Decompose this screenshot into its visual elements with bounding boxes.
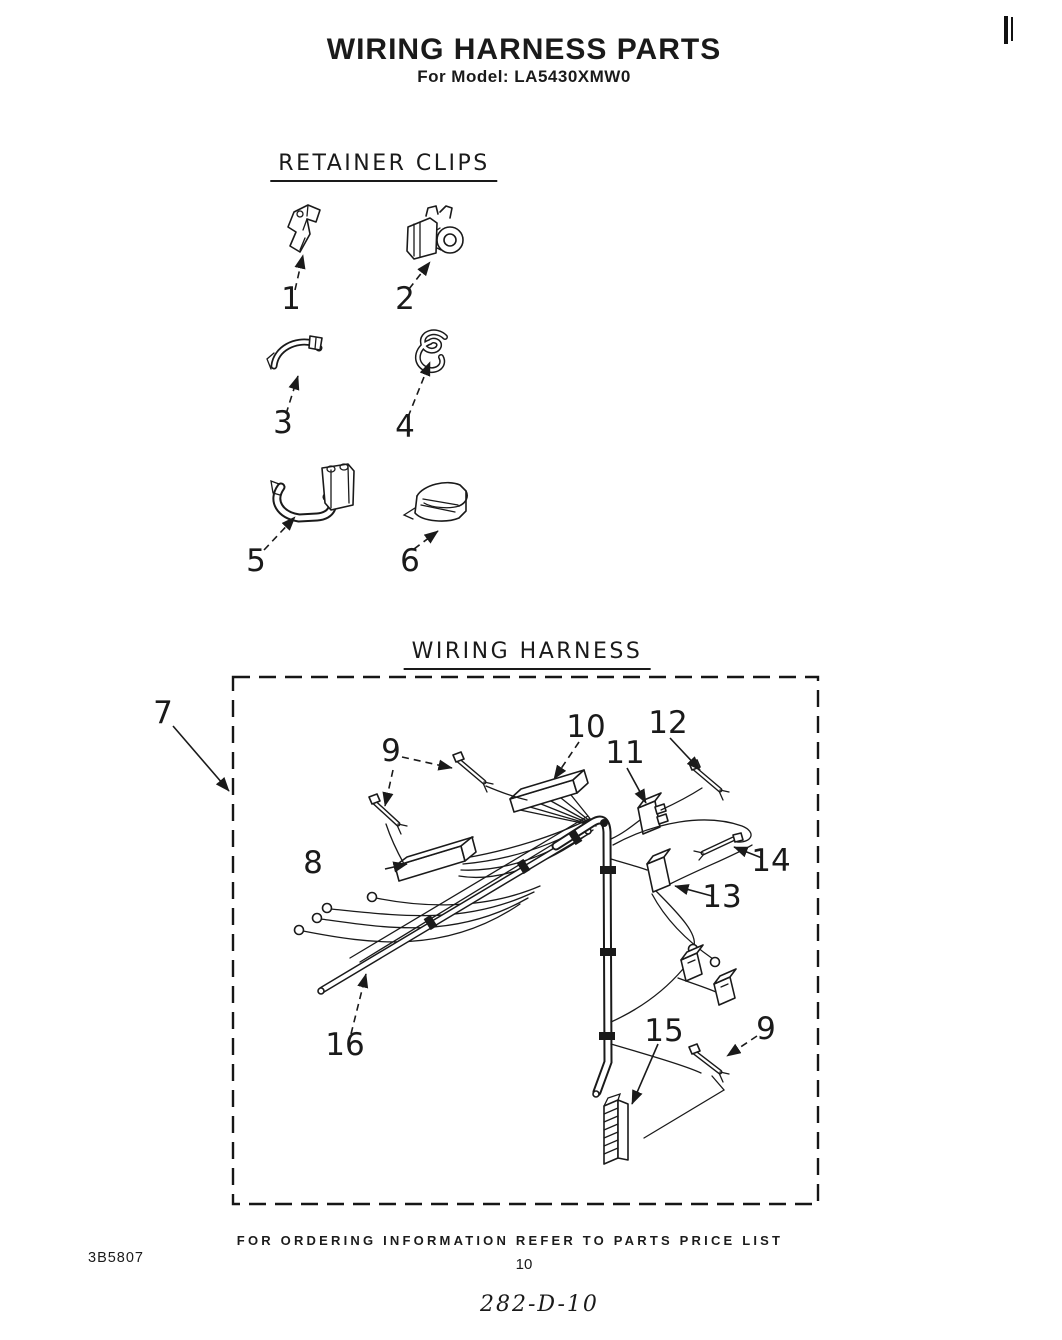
retainer-clip-5-illustration bbox=[271, 464, 354, 518]
part-number-label-3: 3 bbox=[273, 405, 293, 441]
page-subtitle: For Model: LA5430XMW0 bbox=[417, 67, 631, 86]
page-number: 10 bbox=[515, 1256, 533, 1273]
retainer-clips-heading: RETAINER CLIPS bbox=[270, 151, 497, 182]
retainer-clip-1-illustration bbox=[288, 205, 320, 252]
retainer-clip-6-illustration bbox=[404, 483, 467, 521]
wiring-harness-heading: WIRING HARNESS bbox=[404, 639, 651, 670]
callout-14: 14 bbox=[751, 843, 791, 879]
retainer-clip-4-illustration bbox=[418, 332, 445, 370]
callout-9-bottom: 9 bbox=[756, 1011, 776, 1047]
part-number-label-1: 1 bbox=[281, 281, 301, 317]
callout-11: 11 bbox=[605, 735, 645, 771]
wiring-harness-boundary-box bbox=[233, 677, 818, 1204]
document-number: 3B5807 bbox=[88, 1250, 144, 1266]
callout-16: 16 bbox=[325, 1027, 365, 1063]
plate-code-handwritten: 282-D-10 bbox=[480, 1292, 599, 1317]
callout-15: 15 bbox=[644, 1013, 684, 1049]
retainer-clip-2-illustration bbox=[407, 206, 463, 259]
terminal-12 bbox=[661, 760, 729, 810]
wiring-harness-illustration bbox=[295, 752, 753, 1164]
callout-10: 10 bbox=[566, 709, 606, 745]
part-number-label-4: 4 bbox=[395, 409, 415, 445]
connector-15 bbox=[604, 1094, 628, 1164]
terminal-14 bbox=[613, 820, 752, 884]
connector-block-8 bbox=[395, 837, 476, 881]
part-number-label-5: 5 bbox=[246, 543, 266, 579]
ordering-note: FOR ORDERING INFORMATION REFER TO PARTS PRICE LIST bbox=[236, 1233, 784, 1248]
callout-12: 12 bbox=[648, 705, 688, 741]
terminal-9-upper bbox=[369, 794, 407, 864]
page-title: WIRING HARNESS PARTS bbox=[326, 33, 722, 66]
callout-7: 7 bbox=[153, 695, 173, 731]
callout-13: 13 bbox=[702, 879, 742, 915]
lower-connectors bbox=[611, 945, 736, 1022]
callout-9-top: 9 bbox=[381, 733, 401, 769]
retainer-clip-3-illustration bbox=[267, 336, 322, 369]
connector-block-10 bbox=[510, 770, 588, 812]
part-number-label-6: 6 bbox=[400, 543, 420, 579]
registration-mark-icon bbox=[1004, 16, 1013, 44]
part-number-label-2: 2 bbox=[395, 281, 415, 317]
callout-8: 8 bbox=[303, 845, 323, 881]
